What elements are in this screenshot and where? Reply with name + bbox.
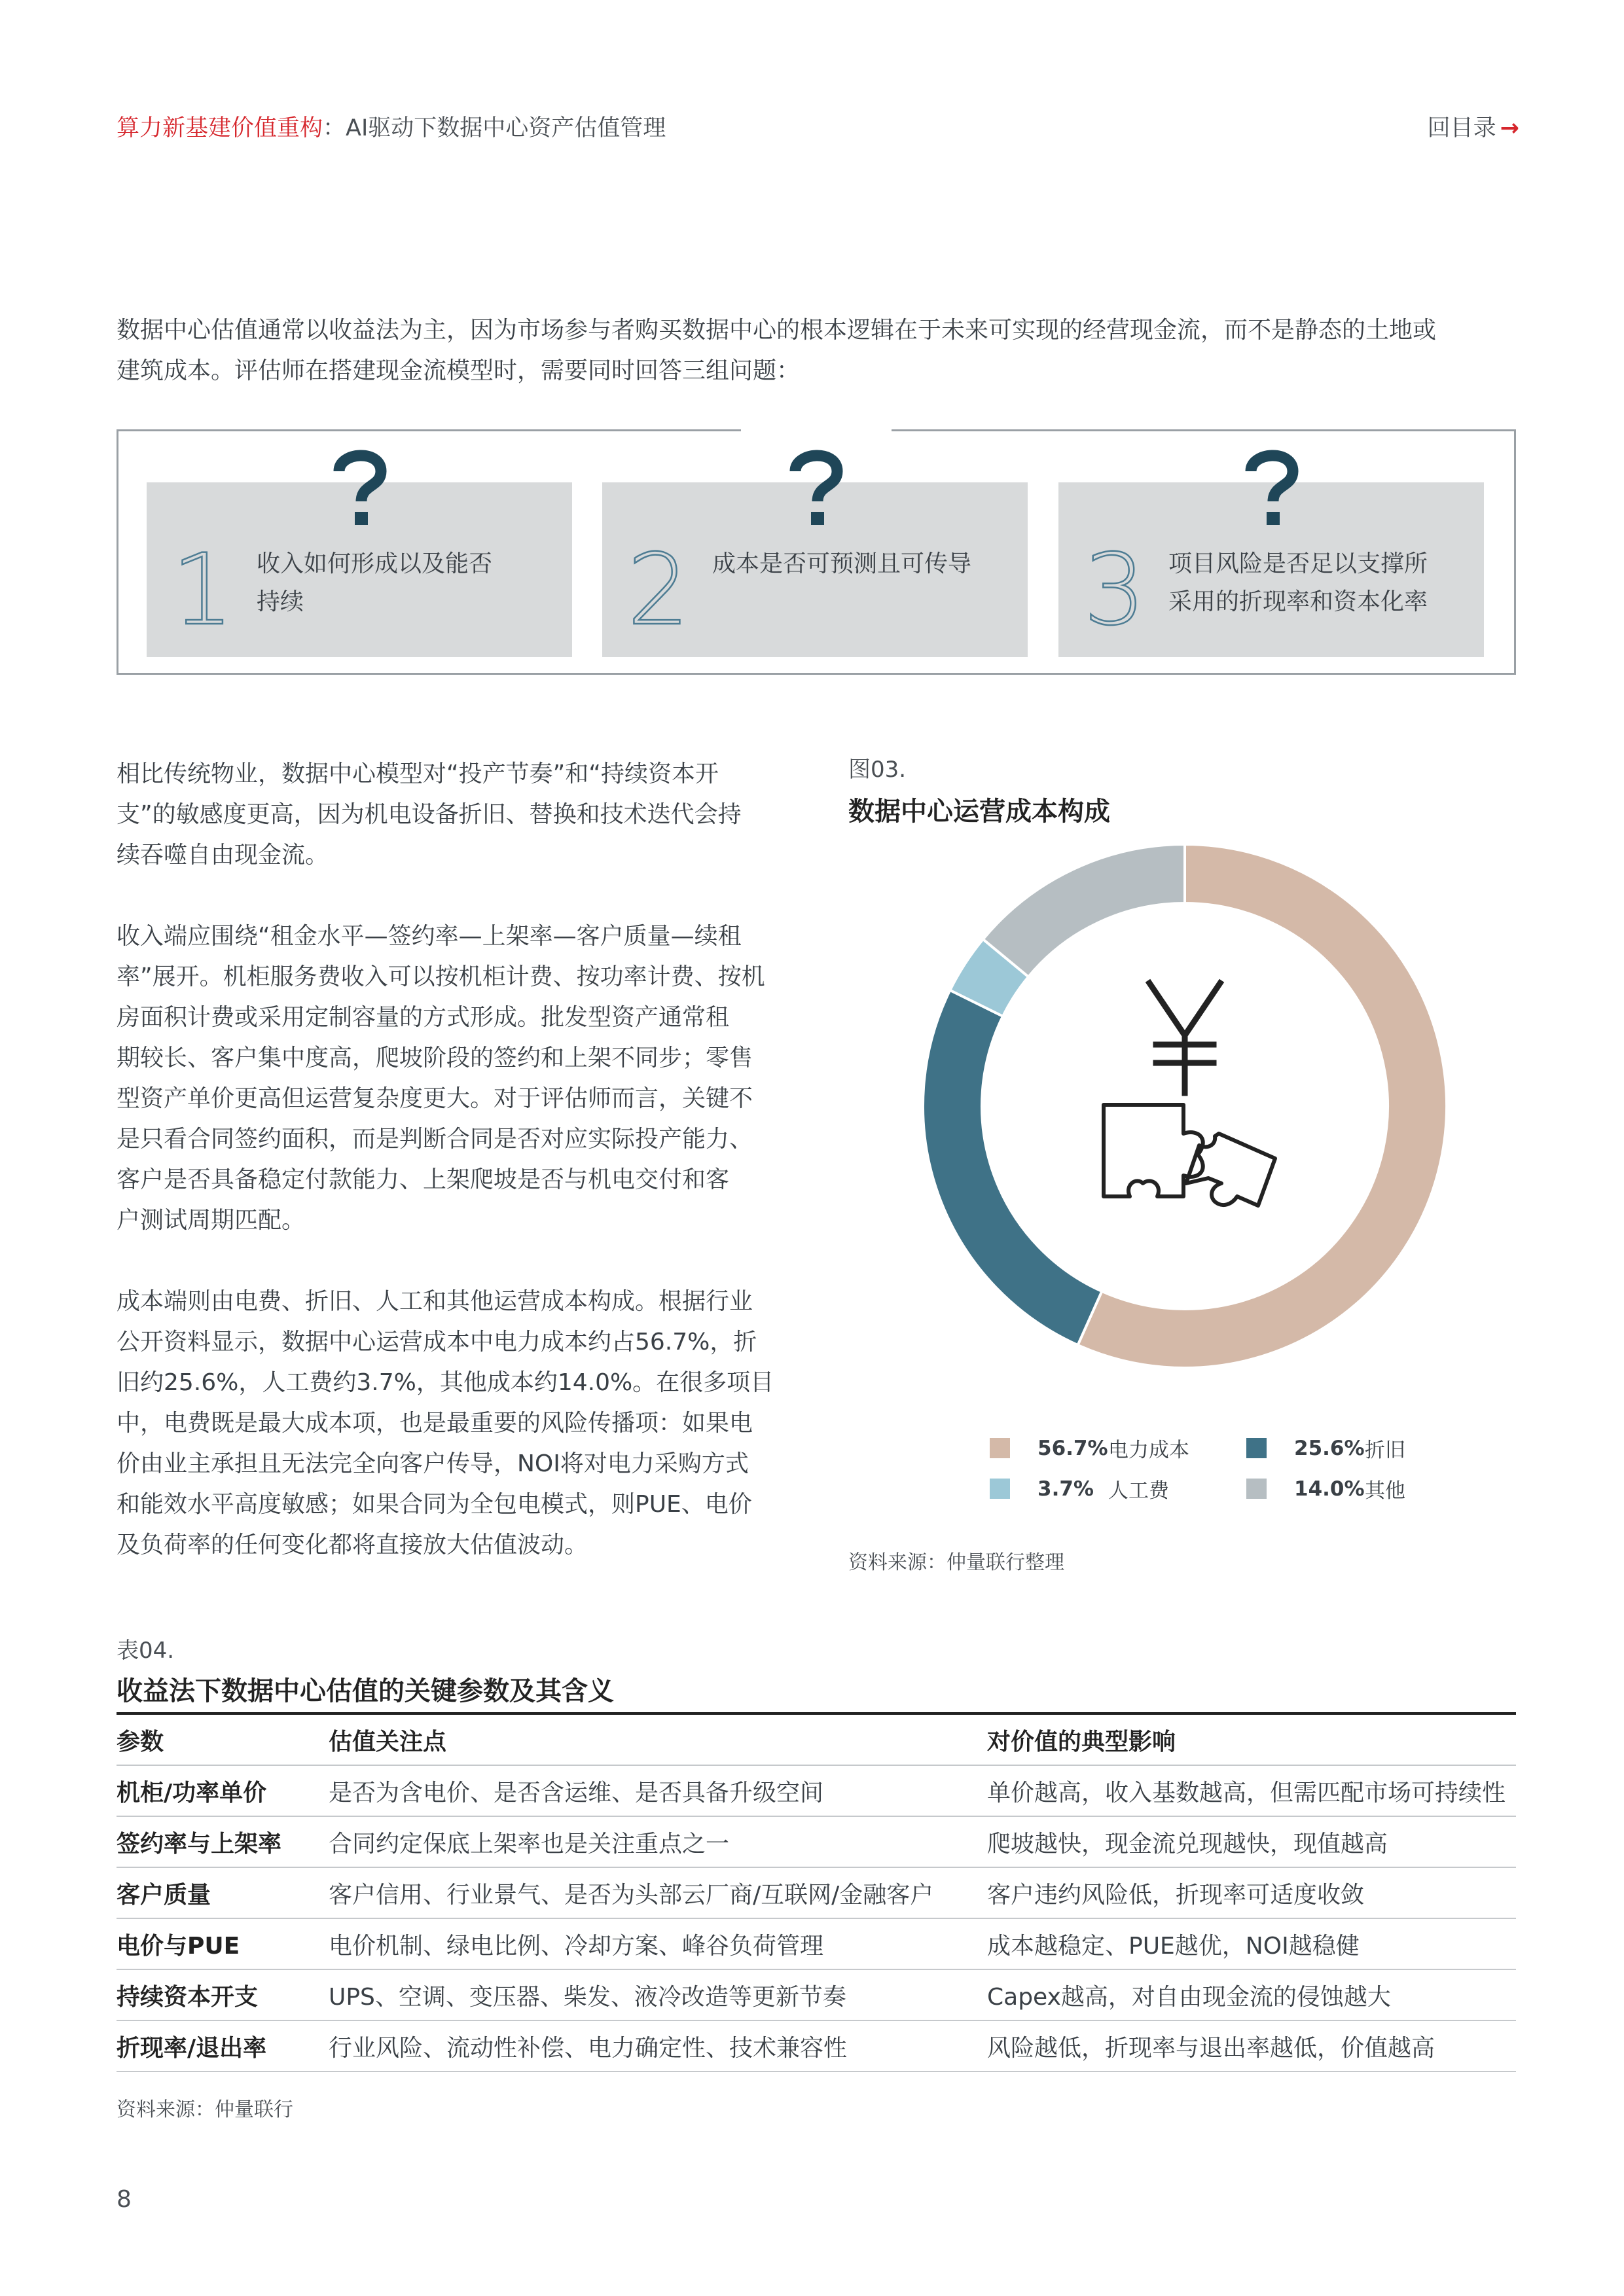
table-cell-parameter: 电价与PUE (117, 1918, 329, 1969)
table-row (117, 1969, 1516, 2020)
question-mark-icon (327, 446, 393, 531)
table-row (117, 1816, 1516, 1867)
legend-value: 3.7% (1038, 1477, 1094, 1501)
body-line: 旧约25.6%，人工费约3.7%，其他成本约14.0%。在很多项目 (117, 1369, 774, 1396)
key-parameters-table (117, 1712, 1516, 2072)
table-cell-impact: 单价越高，收入基数越高，但需匹配市场可持续性 (987, 1765, 1516, 1816)
question-text (712, 545, 1013, 583)
body-line: 价由业主承担且无法完全向客户传导，NOI将对电力采购方式 (117, 1450, 749, 1477)
legend-item (990, 1433, 1189, 1463)
legend-label: 电力成本 (1108, 1439, 1189, 1462)
table-cell-impact: 成本越稳定、PUE越优，NOI越稳健 (987, 1918, 1516, 1969)
table-cell-parameter: 持续资本开支 (117, 1969, 329, 2020)
table-cell-impact: 爬坡越快，现金流兑现越快，现值越高 (987, 1816, 1516, 1867)
body-line: 和能效水平高度敏感；如果合同为全包电模式，则PUE、电价 (117, 1491, 752, 1518)
yen-icon (1149, 983, 1220, 1093)
table-header-row (117, 1713, 1516, 1765)
table-cell-parameter: 客户质量 (117, 1867, 329, 1918)
legend-label: 其他 (1365, 1479, 1405, 1503)
legend-item (1246, 1433, 1405, 1463)
intro-line: 数据中心估值通常以收益法为主，因为市场参与者购买数据中心的根本逻辑在于未来可实现的经营现金流，而不是静态的土地或 (117, 317, 1437, 344)
body-line: 率”展开。机柜服务费收入可以按机柜计费、按功率计费、按机 (117, 963, 765, 990)
question-text-line: 项目风险是否足以支撑所 (1168, 550, 1428, 577)
table-row (117, 1765, 1516, 1816)
table-header-cell: 参数 (117, 1713, 329, 1765)
table-cell-impact: 风险越低，折现率与退出率越低，价值越高 (987, 2020, 1516, 2072)
table-cell-focus: 行业风险、流动性补偿、电力确定性、技术兼容性 (329, 2020, 987, 2072)
body-paragraph-3 (117, 1282, 791, 1566)
legend-item (1246, 1474, 1405, 1503)
body-line: 户测试周期匹配。 (117, 1207, 306, 1234)
body-line: 中，电费既是最大成本项，也是最重要的风险传播项：如果电 (117, 1410, 753, 1437)
body-line: 及负荷率的任何变化都将直接放大估值波动。 (117, 1532, 588, 1558)
figure-title: 数据中心运营成本构成 (848, 797, 1110, 827)
table-header-cell: 估值关注点 (329, 1713, 987, 1765)
intro-paragraph (117, 310, 1436, 391)
legend-label: 折旧 (1365, 1439, 1405, 1462)
table-header-cell: 对价值的典型影响 (987, 1713, 1516, 1765)
table-source: 资料来源：仲量联行 (117, 2098, 293, 2121)
body-text (117, 754, 791, 1566)
table-cell-parameter: 机柜/功率单价 (117, 1765, 329, 1816)
table-number: 表04. (117, 1638, 175, 1664)
intro-line: 建筑成本。评估师在搭建现金流模型时，需要同时回答三组问题： (117, 357, 801, 384)
back-to-contents-label: 回目录 (1427, 115, 1496, 141)
question-text (1168, 545, 1470, 621)
question-number: 3 (1083, 533, 1146, 647)
question-text-line: 收入如何形成以及能否 (257, 550, 493, 577)
table-row (117, 1918, 1516, 1969)
body-line: 成本端则由电费、折旧、人工和其他运营成本构成。根据行业 (117, 1288, 753, 1315)
back-to-contents-link[interactable] (1428, 110, 1519, 143)
legend-label: 人工费 (1108, 1479, 1169, 1503)
table-cell-focus: 客户信用、行业景气、是否为头部云厂商/互联网/金融客户 (329, 1867, 987, 1918)
header-title-highlight: 算力新基建价值重构 (117, 115, 323, 141)
figure-number: 图03. (848, 757, 907, 783)
legend-swatch (1246, 1479, 1267, 1499)
arrow-right-icon: → (1500, 115, 1519, 141)
table-row (117, 1867, 1516, 1918)
donut-slice-其他 (983, 844, 1185, 977)
table-title: 收益法下数据中心估值的关键参数及其含义 (117, 1676, 614, 1706)
question-text-line: 采用的折现率和资本化率 (1168, 588, 1428, 615)
body-line: 续吞噬自由现金流。 (117, 842, 329, 869)
frame-divider (117, 429, 741, 431)
body-line: 是只看合同签约面积，而是判断合同是否对应实际投产能力、 (117, 1126, 753, 1153)
body-line: 房面积计费或采用定制容量的方式形成。批发型资产通常租 (117, 1004, 730, 1031)
legend-value: 14.0% (1294, 1477, 1365, 1501)
question-mark-icon (1239, 446, 1305, 531)
question-mark-icon (784, 446, 849, 531)
question-text (257, 545, 558, 621)
frame-divider (892, 429, 1516, 431)
figure-source: 资料来源：仲量联行整理 (848, 1551, 1064, 1574)
document-header-title (117, 110, 666, 143)
body-paragraph-2 (117, 916, 791, 1241)
legend-item (990, 1474, 1169, 1503)
body-line: 期较长、客户集中度高，爬坡阶段的签约和上架不同步；零售 (117, 1045, 753, 1071)
body-line: 支”的敏感度更高，因为机电设备折旧、替换和技术迭代会持 (117, 801, 742, 828)
header-title-subtitle: ：AI驱动下数据中心资产估值管理 (323, 115, 666, 141)
body-line: 客户是否具备稳定付款能力、上架爬坡是否与机电交付和客 (117, 1166, 730, 1193)
body-line: 相比传统物业，数据中心模型对“投产节奏”和“持续资本开 (117, 761, 719, 787)
table-cell-impact: Capex越高，对自由现金流的侵蚀越大 (987, 1969, 1516, 2020)
table-cell-focus: 合同约定保底上架率也是关注重点之一 (329, 1816, 987, 1867)
table-cell-focus: UPS、空调、变压器、柴发、液冷改造等更新节奏 (329, 1969, 987, 2020)
table-cell-parameter: 折现率/退出率 (117, 2020, 329, 2072)
question-text-line: 持续 (257, 588, 304, 615)
cost-donut-chart (916, 838, 1453, 1374)
legend-swatch (1246, 1438, 1267, 1458)
legend-swatch (990, 1438, 1010, 1458)
legend-value: 56.7% (1038, 1436, 1108, 1460)
question-number: 1 (171, 533, 234, 647)
donut-slice-折旧 (923, 990, 1102, 1345)
table-cell-focus: 是否为含电价、是否含运维、是否具备升级空间 (329, 1765, 987, 1816)
legend-swatch (990, 1479, 1010, 1499)
table-cell-focus: 电价机制、绿电比例、冷却方案、峰谷负荷管理 (329, 1918, 987, 1969)
body-line: 公开资料显示，数据中心运营成本中电力成本约占56.7%，折 (117, 1329, 757, 1355)
page-number: 8 (117, 2186, 132, 2213)
body-paragraph-1 (117, 754, 791, 876)
puzzle-icon (1104, 1105, 1275, 1206)
body-line: 收入端应围绕“租金水平—签约率—上架率—客户质量—续租 (117, 923, 742, 950)
body-line: 型资产单价更高但运营复杂度更大。对于评估师而言，关键不 (117, 1085, 753, 1112)
question-number: 2 (627, 533, 690, 647)
legend-value: 25.6% (1294, 1436, 1365, 1460)
table-cell-parameter: 签约率与上架率 (117, 1816, 329, 1867)
question-text-line: 成本是否可预测且可传导 (712, 550, 972, 577)
table-row (117, 2020, 1516, 2072)
table-cell-impact: 客户违约风险低，折现率可适度收敛 (987, 1867, 1516, 1918)
